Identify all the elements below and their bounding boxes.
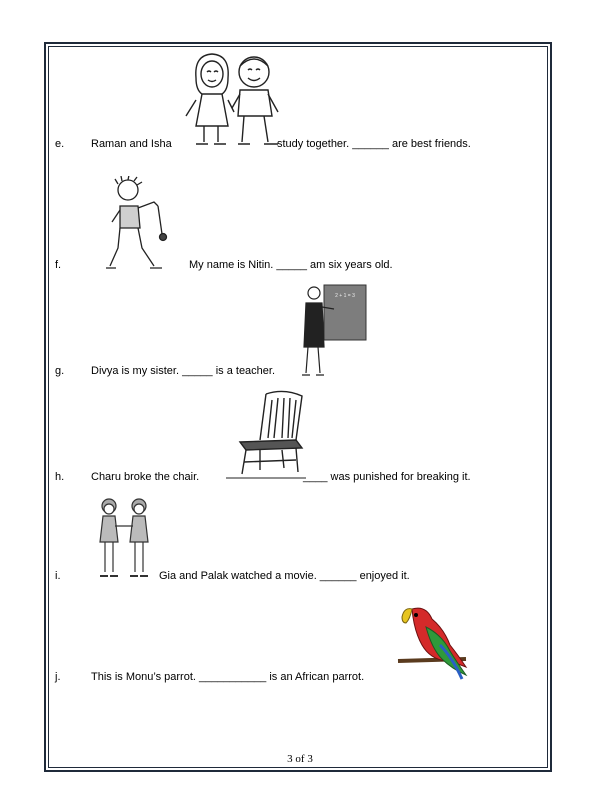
question-text: This is Monu’s parrot. ___________ is an African parrot. — [91, 671, 365, 683]
question-text-part-2: study together. ______ are best friends. — [277, 138, 471, 150]
question-letter: g. — [55, 365, 65, 377]
question-letter: f. — [55, 259, 62, 271]
boy-girl-illustration — [182, 50, 282, 150]
question-letter: j. — [55, 671, 61, 683]
question-letter: h. — [55, 471, 65, 483]
wooden-chair-illustration — [226, 390, 306, 485]
teacher-at-board-illustration — [300, 283, 368, 378]
question-letter: i. — [55, 570, 61, 582]
board-text: 2 + 1 = 3 — [335, 293, 355, 299]
page-footer: 3 of 3 — [287, 753, 313, 765]
question-text-part-2: ____ was punished for breaking it. — [303, 471, 471, 483]
question-text: My name is Nitin. _____ am six years old. — [189, 259, 393, 271]
question-letter: e. — [55, 138, 65, 150]
question-text: Divya is my sister. _____ is a teacher. — [91, 365, 276, 377]
boy-with-yoyo-illustration — [106, 176, 172, 272]
question-text: Gia and Palak watched a movie. ______ enjoyed it. — [159, 570, 410, 582]
parrot-illustration — [396, 605, 472, 683]
question-text-part-1: Charu broke the chair. — [91, 471, 200, 483]
question-text-part-1: Raman and Isha — [91, 138, 172, 150]
two-girls-illustration — [94, 496, 156, 582]
